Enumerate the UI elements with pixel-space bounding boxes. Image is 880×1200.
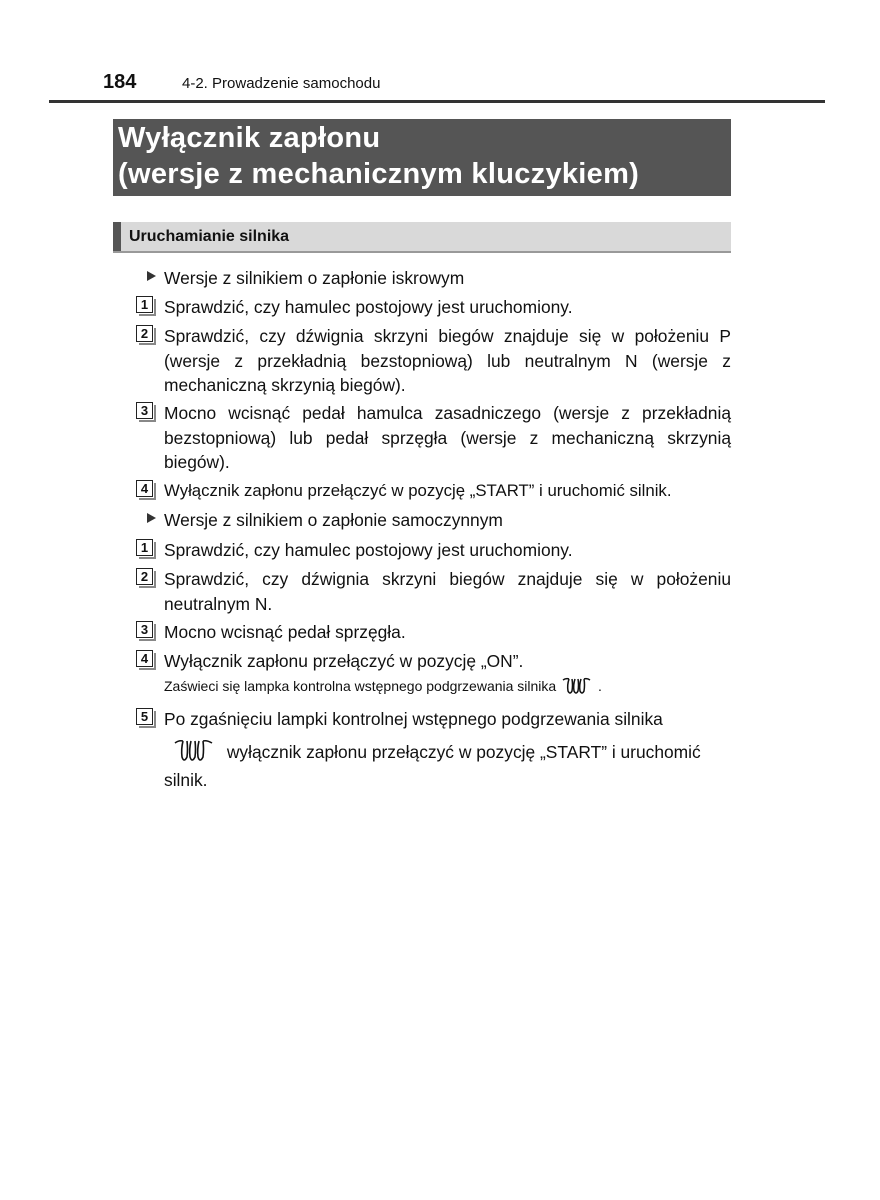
triangle-bullet-icon [147, 271, 156, 281]
step-number-badge: 1 [136, 539, 153, 556]
step-number-badge: 4 [136, 480, 153, 497]
subsection-title: Uruchamianie silnika [129, 228, 290, 245]
step-number-badge: 2 [136, 325, 153, 342]
step-text: Sprawdzić, czy dźwignia skrzyni biegów znajduje się w położeniu P (wersje z przekładnią bezstopniową) lub neutralnym N (wersje z mechaniczną skrzynią biegów). [164, 326, 731, 395]
page-title [113, 119, 731, 196]
page-number: 184 [103, 71, 137, 93]
step5-line2 [172, 737, 701, 770]
step-text: Mocno wcisnąć pedał hamulca zasadniczego (wersje z przekładnią bezstopniową) lub pedał sprzęgła (wersje z mechaniczną skrzynią biegów). [164, 403, 731, 472]
glow-note-end: . [598, 678, 602, 695]
step-number-badge: 2 [136, 568, 153, 585]
step-text: Sprawdzić, czy hamulec postojowy jest uruchomiony. [164, 540, 573, 560]
step-text: Sprawdzić, czy dźwignia skrzyni biegów znajduje się w położeniu neutralnym N. [164, 569, 731, 614]
triangle-bullet-icon [147, 513, 156, 523]
step-number-badge: 1 [136, 296, 153, 313]
step5-line2-text: wyłącznik zapłonu przełączyć w pozycję „START” i uruchomić [226, 742, 701, 763]
step5-line3: silnik. [164, 770, 208, 790]
glow-plug-indicator-icon [172, 737, 216, 770]
step-number-badge: 3 [136, 402, 153, 419]
glow-note [164, 676, 602, 699]
title-line-2: (wersje z mechanicznym kluczykiem) [118, 158, 640, 190]
step-text: Sprawdzić, czy hamulec postojowy jest uruchomiony. [164, 297, 573, 317]
section-label: 4-2. Prowadzenie samochodu [182, 75, 381, 92]
gasoline-heading: Wersje z silnikiem o zapłonie iskrowym [164, 268, 465, 288]
step-text-line-1: Po zgaśnięciu lampki kontrolnej wstępnego podgrzewania silnika [164, 709, 663, 729]
subsection-bar [113, 222, 121, 251]
glow-note-text: Zaświeci się lampka kontrolna wstępnego podgrzewania silnika [164, 678, 557, 695]
step-number-badge: 5 [136, 708, 153, 725]
step-text: Mocno wcisnąć pedał sprzęgła. [164, 622, 406, 642]
step-number-badge: 4 [136, 650, 153, 667]
header-rule [49, 100, 825, 103]
glow-plug-indicator-icon [560, 676, 594, 699]
step-number-badge: 3 [136, 621, 153, 638]
diesel-heading: Wersje z silnikiem o zapłonie samoczynnym [164, 510, 503, 530]
step-text: Wyłącznik zapłonu przełączyć w pozycję „START” i uruchomić silnik. [164, 481, 672, 500]
title-line-1: Wyłącznik zapłonu [118, 122, 381, 154]
subsection-header [113, 222, 731, 253]
step-text: Wyłącznik zapłonu przełączyć w pozycję „ON”. [164, 651, 524, 671]
